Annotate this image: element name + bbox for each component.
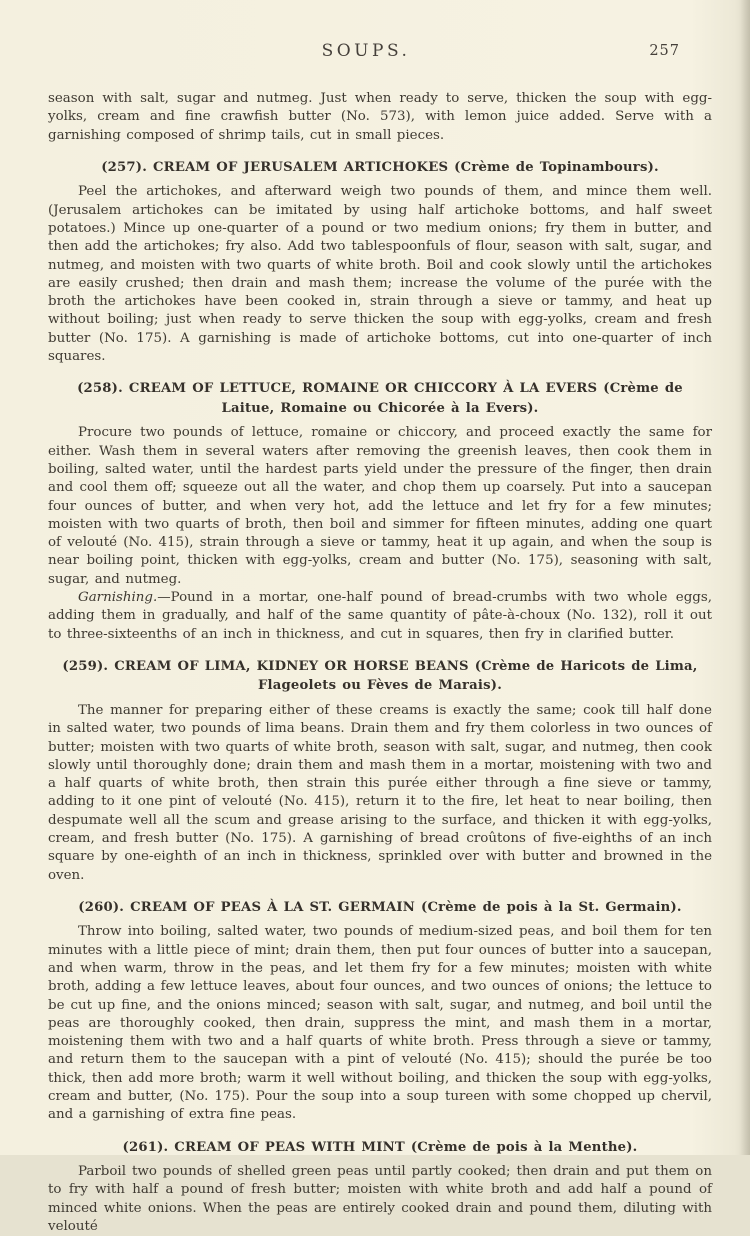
running-header <box>48 41 712 67</box>
recipe-paragraph-260: Throw into boiling, salted water, two pounds of medium-sized peas, and boil them for ten minutes with a little piece of mint; drain them, then put four ounces of butter into a saucepan, and when warm, throw in the peas, and let them fry for a few minutes; moisten with white broth, adding a few lettuce leaves, about four ounces, and two ounces of onions; the lettuce to be cut up fine, and the onions minced; season with salt, sugar, and nutmeg, and boil until the peas are thoroughly cooked, then drain, suppress the mint, and mash them in a mortar, moistening them with two and a half quarts of white broth. Press through a sieve or tammy, and return them to the saucepan with a pint of velouté (No. 415); should the purée be too thick, then add more broth; warm it well without boiling, and thicken the soup with egg-yolks, cream and butter, (No. 175). Pour the soup into a soup tureen with some chopped up chervil, and a garnishing of extra fine peas. <box>48 924 712 1123</box>
recipe-heading-257: (257). CREAM OF JERUSALEM ARTICHOKES (Crème de Topinambours). <box>101 159 659 175</box>
continuation-paragraph: season with salt, sugar and nutmeg. Just when ready to serve, thicken the soup with egg-yolks, cream and fine crawfish butter (No. 573), with lemon juice added. Serve with a garnishing composed of shrimp tails, cut in small pieces. <box>48 91 712 143</box>
recipe-heading-258: (258). CREAM OF LETTUCE, ROMAINE OR CHICCORY À LA EVERS (Crème de Laitue, Romaine ou Chicorée à la Evers). <box>77 381 683 416</box>
garnishing-paragraph-258 <box>48 589 712 644</box>
recipe-heading-260: (260). CREAM OF PEAS À LA ST. GERMAIN (Crème de pois à la St. Germain). <box>78 899 682 915</box>
page-edge-shadow <box>740 0 750 1155</box>
chapter-title: SOUPS. <box>321 41 411 61</box>
garnishing-text: —Pound in a mortar, one-half pound of bread-crumbs with two whole eggs, adding them in gradually, and half of the same quantity of pâte-à-choux (No. 132), roll it out to three-sixteenths of an inch in thickness, and cut in squares, then fry in clarified butter. <box>48 590 712 642</box>
garnishing-label: Garnishing. <box>78 590 158 606</box>
recipe-paragraph-258: Procure two pounds of lettuce, romaine or chiccory, and proceed exactly the same for either. Wash them in several waters after removing the greenish leaves, then cook them in boiling, salted water, until the hardest parts yield under the pressure of the finger, then drain and cool them off; squeeze out all the water, and chop them up coarsely. Put into a saucepan four ounces of butter, and when very hot, add the lettuce and let fry for a few minutes; moisten with two quarts of broth, then boil and simmer for fifteen minutes, adding one quart of velouté (No. 415), strain through a sieve or tammy, heat it up again, and when the soup is near boiling point, thicken with egg-yolks, cream and butter (No. 175), seasoning with salt, sugar, and nutmeg. <box>48 425 712 587</box>
recipe-paragraph-261: Parboil two pounds of shelled green peas until partly cooked; then drain and put them on to fry with half a pound of fresh butter; moisten with white broth and add half a pound of minced white onions. When the peas are entirely cooked drain and pound them, diluting with velouté <box>48 1164 712 1235</box>
recipe-heading-261: (261). CREAM OF PEAS WITH MINT (Crème de pois à la Menthe). <box>122 1139 638 1155</box>
page-body <box>48 90 712 1236</box>
page-number: 257 <box>649 43 680 59</box>
recipe-paragraph-259: The manner for preparing either of these creams is exactly the same; cook till half done in salted water, two pounds of lima beans. Drain them and fry them colorless in two ounces of butter; moisten with two quarts of white broth, season with salt, sugar, and nutmeg, then cook slowly until thoroughly done; drain them and mash them in a mortar, moistening with two and a half quarts of white broth, then strain this purée either through a fine sieve or tammy, adding to it one pint of velouté (No. 415), return it to the fire, let heat to near boiling, then despumate well all the scum and grease arising to the surface, and thicken it with egg-yolks, cream, and fresh butter (No. 175). A garnishing of bread croûtons of five-eighths of an inch square by one-eighth of an inch in thickness, sprinkled over with butter and browned in the oven. <box>48 702 712 883</box>
recipe-heading-259: (259). CREAM OF LIMA, KIDNEY OR HORSE BEANS (Crème de Haricots de Lima, Flageolets ou Fèves de Marais). <box>62 658 698 694</box>
recipe-paragraph-257: Peel the artichokes, and afterward weigh two pounds of them, and mince them well. (Jerusalem artichokes can be imitated by using half artichoke bottoms, and half sweet potatoes.) Mince up one-quarter of a pound or two medium onions; fry them in butter, and then add the artichokes; fry also. Add two tablespoonfuls of flour, season with salt, sugar, and nutmeg, and moisten with two quarts of white broth. Boil and cook slowly until the artichokes are easily crushed; then drain and mash them; increase the volume of the purée with the broth the artichokes have been cooked in, strain through a sieve or tammy, and heat up without boiling; just when ready to serve thicken the soup with egg-yolks, cream and fresh butter (No. 175). A garnishing is made of artichoke bottoms, cut into one-quarter of inch squares. <box>48 184 712 365</box>
